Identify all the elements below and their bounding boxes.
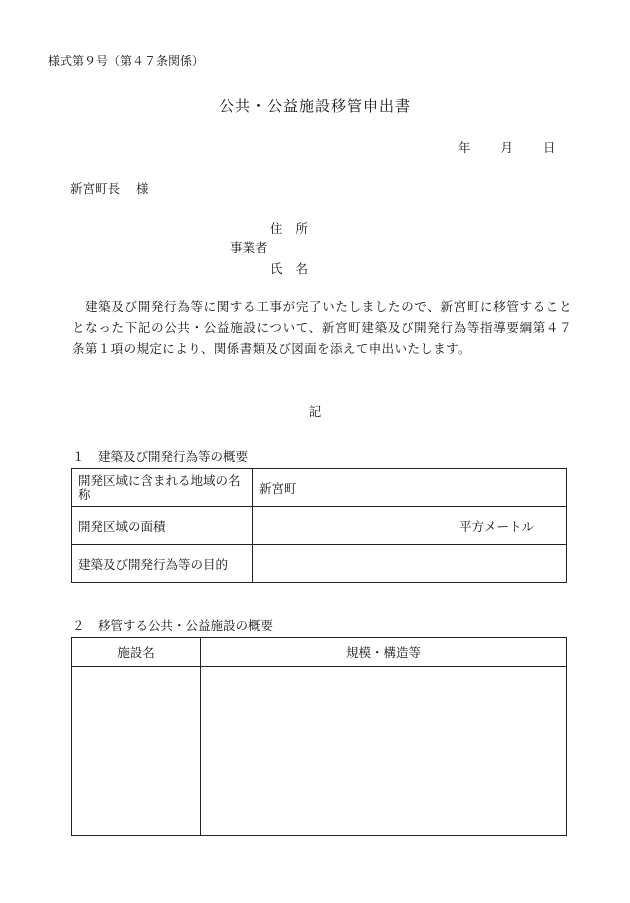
date-month-label: 月	[500, 140, 514, 155]
date-year-label: 年	[458, 140, 471, 155]
facility-name-header: 施設名	[72, 638, 201, 667]
purpose-label: 建築及び開発行為等の目的	[72, 545, 253, 583]
table-row	[72, 469, 567, 507]
area-region-name-value[interactable]: 新宮町	[253, 469, 567, 507]
section1-number: １	[72, 449, 85, 464]
name-label: 氏名	[270, 261, 322, 276]
scale-structure-header: 規模・構造等	[201, 638, 567, 667]
overview-table	[71, 468, 567, 583]
section1-heading	[72, 447, 248, 465]
section2-title: 移管する公共・公益施設の概要	[98, 618, 274, 633]
purpose-value[interactable]	[253, 545, 567, 583]
address-label: 住所	[270, 221, 322, 236]
section2-number: ２	[72, 618, 85, 633]
area-region-name-label: 開発区域に含まれる地域の名称	[72, 469, 253, 507]
form-number: 様式第９号（第４７条関係）	[48, 54, 205, 68]
business-operator-label: 事業者	[230, 240, 268, 255]
scale-structure-cell[interactable]	[201, 667, 567, 836]
addressee	[70, 179, 149, 197]
area-size-label: 開発区域の面積	[72, 507, 253, 545]
area-size-value[interactable]: 平方メートル	[253, 507, 567, 545]
date-day-label: 日	[543, 140, 556, 155]
body-text: 建築及び開発行為等に関する工事が完了いたしましたので、新宮町に移管することとなった下記の公共・公益施設について、新宮町建築及び開発行為等指導要綱第４７条第１項の規定により、関係書類及び図面を添えて申出いたします。	[72, 299, 572, 356]
table-header-row	[72, 638, 567, 667]
ki-heading: 記	[308, 404, 322, 419]
table-row	[72, 545, 567, 583]
table-row	[72, 507, 567, 545]
section1-title: 建築及び開発行為等の概要	[98, 449, 249, 464]
document-title: 公共・公益施設移管申出書	[218, 97, 411, 115]
facilities-table	[71, 637, 567, 836]
facility-name-cell[interactable]	[72, 667, 201, 836]
addressee-name: 新宮町長	[70, 181, 121, 196]
addressee-honorific: 様	[136, 181, 149, 196]
date-line	[458, 138, 556, 156]
table-row	[72, 667, 567, 836]
section2-heading	[72, 616, 273, 634]
